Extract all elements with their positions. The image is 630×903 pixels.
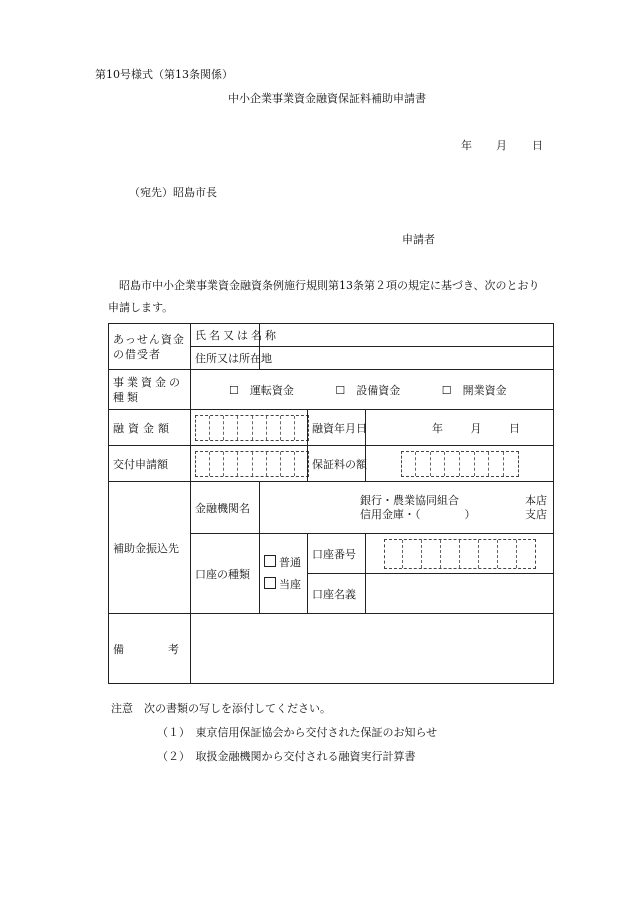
account-number-field[interactable] <box>366 534 554 574</box>
name-label: 氏名又は名称 <box>191 324 260 347</box>
account-type-ordinary[interactable] <box>264 552 303 574</box>
guarantee-fee-label: 保証料の額 <box>308 446 366 482</box>
fund-type-working[interactable]: ☐ 運転資金 <box>229 383 294 397</box>
bank-field[interactable] <box>260 482 554 534</box>
notes-item-2: （２） 取扱金融機関から交付される融資実行計算書 <box>157 750 416 763</box>
form-title: 中小企業事業資金融資保証料補助申請書 <box>228 92 426 105</box>
account-name-label: 口座名義 <box>308 574 366 614</box>
guarantee-fee-digit-boxes <box>401 451 519 477</box>
loan-amount-digit-boxes <box>195 415 309 441</box>
notes <box>111 697 437 769</box>
account-number-label: 口座番号 <box>308 534 366 574</box>
bank-branch-sub: 支店 <box>525 507 547 521</box>
remarks-field[interactable] <box>191 614 554 684</box>
date-year: 年 <box>461 139 472 152</box>
current-checkbox[interactable] <box>264 577 276 589</box>
bank-label: 金融機関名 <box>191 482 260 534</box>
grant-amount-label: 交付申請額 <box>109 446 191 482</box>
addressee: （宛先）昭島市長 <box>129 186 217 199</box>
current-label: 当座 <box>279 577 301 591</box>
account-name-field[interactable] <box>366 574 554 614</box>
account-type-current[interactable] <box>264 574 303 596</box>
application-table <box>108 323 554 684</box>
account-type-label: 口座の種類 <box>191 534 260 614</box>
name-field[interactable] <box>260 324 554 347</box>
remarks-label: 備考 <box>109 614 191 684</box>
intro-line-1: 昭島市中小企業事業資金融資条例施行規則第13条第２項の規定に基づき、次のとおり <box>119 279 540 292</box>
intro-line-2: 申請します。 <box>108 301 174 314</box>
loan-date-field[interactable] <box>366 410 554 446</box>
ordinary-label: 普通 <box>279 555 301 569</box>
form-number: 第10号様式（第13条関係） <box>95 68 233 81</box>
loan-date-day: 日 <box>509 421 520 435</box>
fund-type-options <box>191 370 554 410</box>
loan-date-year: 年 <box>432 421 443 435</box>
applicant-label: 申請者 <box>402 233 435 246</box>
grant-amount-field[interactable] <box>191 446 308 482</box>
date-month: 月 <box>496 139 507 152</box>
borrower-label: あっせん資金の借受者 <box>109 324 191 370</box>
guarantee-fee-field[interactable] <box>366 446 554 482</box>
fund-type-startup[interactable]: ☐ 開業資金 <box>441 383 507 397</box>
account-type-options <box>260 534 308 614</box>
loan-date-label: 融資年月日 <box>308 410 366 446</box>
loan-amount-label: 融資金額 <box>109 410 191 446</box>
bank-type-line-2: 信用金庫・（ ） <box>360 507 476 521</box>
fund-type-label: 事業資金の種類 <box>109 370 191 410</box>
loan-amount-field[interactable] <box>191 410 308 446</box>
ordinary-checkbox[interactable] <box>264 555 276 567</box>
transfer-label: 補助金振込先 <box>109 482 191 614</box>
loan-date-month: 月 <box>470 421 482 435</box>
address-field[interactable] <box>260 347 554 370</box>
address-label: 住所又は所在地 <box>191 347 260 370</box>
grant-amount-digit-boxes <box>195 451 309 477</box>
notes-heading: 注意 次の書類の写しを添付してください。 <box>111 702 331 715</box>
date-day: 日 <box>532 139 543 152</box>
account-number-digit-boxes <box>384 539 536 569</box>
fund-type-equipment[interactable]: ☐ 設備資金 <box>335 383 401 397</box>
bank-type-line-1: 銀行・農業協同組合 <box>360 493 459 507</box>
notes-item-1: （１） 東京信用保証協会から交付された保証のお知らせ <box>157 726 438 739</box>
bank-branch-main: 本店 <box>525 493 547 507</box>
